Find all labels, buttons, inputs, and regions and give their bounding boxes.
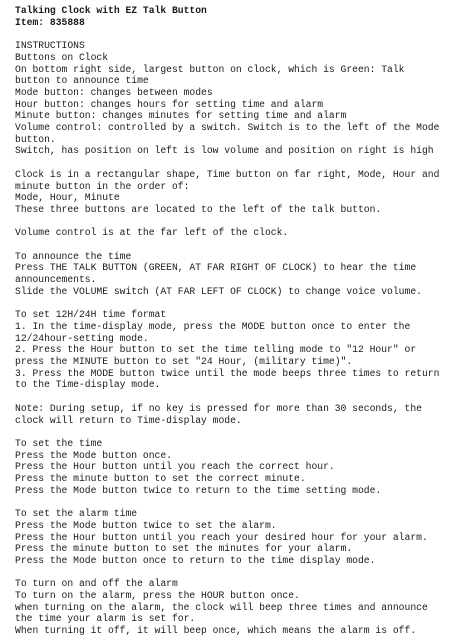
section-clock-shape [15, 169, 474, 216]
text-line: Volume control: controlled by a switch. Switch is to the left of the Mode [15, 122, 440, 134]
text-line: Press the Mode button twice to return to the time setting mode. [15, 484, 382, 496]
text-line: On bottom right side, largest button on clock, which is Green: Talk [15, 63, 405, 75]
text-line: Press THE TALK BUTTON (GREEN, AT FAR RIGHT OF CLOCK) to hear the time [15, 262, 417, 274]
text-line: To turn on and off the alarm [15, 578, 178, 590]
text-line: Press the Mode button twice to set the alarm. [15, 519, 277, 531]
item-number: Item: 835888 [15, 16, 85, 28]
text-line: 3. Press the MODE button twice until the mode beeps three times to return [15, 367, 440, 379]
text-line: Slide the VOLUME switch (AT FAR LEFT OF CLOCK) to change voice volume. [15, 285, 422, 297]
text-line: Mode, Hour, Minute [15, 192, 120, 204]
section-alarm-toggle [15, 578, 474, 637]
text-line: 1. In the time-display mode, press the MODE button once to enter the [15, 320, 411, 332]
section-announce-time [15, 251, 474, 298]
section-note [15, 403, 474, 426]
text-line: To announce the time [15, 250, 132, 262]
text-line: Press the Hour button until you reach your desired hour for your alarm. [15, 531, 428, 543]
text-line: 2. Press the Hour button to set the time telling mode to "12 Hour" or [15, 344, 417, 356]
text-line: the time your alarm is set for. [15, 613, 196, 625]
text-line: Press the Mode button once. [15, 449, 172, 461]
text-line: press the MINUTE button to set "24 Hour, (military time)". [15, 356, 353, 368]
text-line: INSTRUCTIONS [15, 40, 85, 52]
text-line: when turning on the alarm, the clock will beep three times and announce [15, 601, 428, 613]
document-header [15, 5, 474, 28]
text-line: To set 12H/24H time format [15, 309, 167, 321]
section-set-alarm [15, 508, 474, 567]
text-line: Switch, has position on left is low volume and position on right is high [15, 145, 434, 157]
text-line: clock will return to Time-display mode. [15, 414, 242, 426]
text-line: Press the minute button to set the correct minute. [15, 473, 306, 485]
text-line: These three buttons are located to the left of the talk button. [15, 203, 382, 215]
text-line: 12/24hour-setting mode. [15, 332, 149, 344]
text-line: Buttons on Clock [15, 51, 109, 63]
text-line: button. [15, 133, 56, 145]
section-time-format [15, 309, 474, 391]
text-line: to the Time-display mode. [15, 379, 161, 391]
text-line: Clock is in a rectangular shape, Time button on far right, Mode, Hour and [15, 168, 440, 180]
text-line: button to announce time [15, 75, 149, 87]
text-line: Mode button: changes between modes [15, 86, 213, 98]
text-line: To turn on the alarm, press the HOUR button once. [15, 590, 300, 602]
section-instructions [15, 40, 474, 157]
text-line: Press the Mode button once to return to the time display mode. [15, 554, 376, 566]
text-line: Press the minute button to set the minutes for your alarm. [15, 543, 353, 555]
text-line: When turning it off, it will beep once, which means the alarm is off. [15, 625, 417, 637]
text-line: Volume control is at the far left of the clock. [15, 227, 289, 239]
section-set-time [15, 438, 474, 497]
text-line: minute button in the order of: [15, 180, 190, 192]
text-line: To set the alarm time [15, 508, 138, 520]
document-title: Talking Clock with EZ Talk Button [15, 5, 207, 16]
text-line: announcements. [15, 274, 97, 286]
text-line: Hour button: changes hours for setting time and alarm [15, 98, 324, 110]
document-body [15, 40, 474, 637]
text-line: Note: During setup, if no key is pressed for more than 30 seconds, the [15, 402, 422, 414]
text-line: Press the Hour button until you reach the correct hour. [15, 461, 335, 473]
section-volume-location [15, 227, 474, 239]
text-line: To set the time [15, 437, 103, 449]
text-line: Minute button: changes minutes for setting time and alarm [15, 110, 347, 122]
